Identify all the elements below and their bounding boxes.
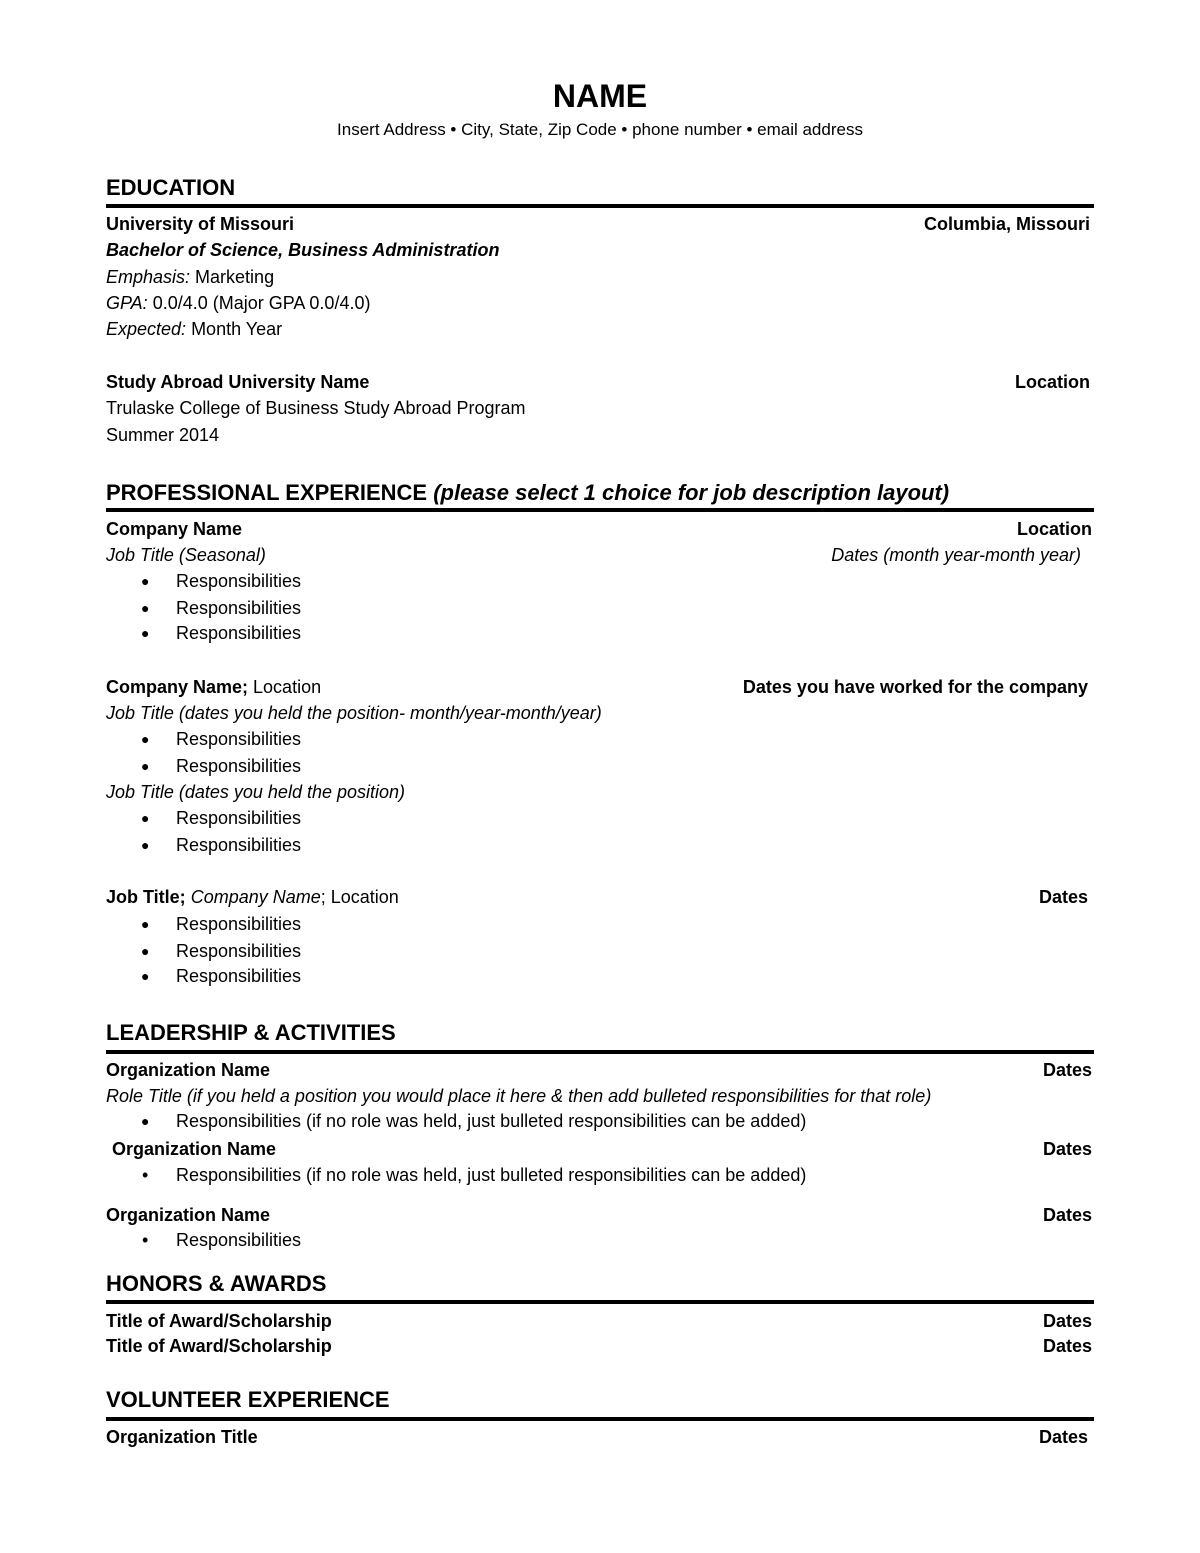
study-abroad-program: Trulaske College of Business Study Abroad Program (106, 398, 526, 418)
job2-responsibility: Responsibilities (176, 808, 302, 828)
bullet-icon: ● (141, 837, 150, 853)
school-name: University of Missouri (106, 214, 295, 234)
org1-role: Role Title (if you held a position you would place it here & then add bulleted responsibilities for that role) (106, 1086, 932, 1106)
bullet-icon: ● (141, 731, 150, 747)
bullet-icon: • (142, 1230, 149, 1250)
bullet-icon: ● (141, 573, 150, 589)
bullet-icon: • (142, 1165, 149, 1185)
emphasis-value: Marketing (190, 267, 275, 287)
job2-dates: Dates you have worked for the company (742, 677, 1088, 697)
job3-responsibility: Responsibilities (176, 941, 302, 961)
job1-responsibility: Responsibilities (176, 571, 302, 591)
org2-name: Organization Name (112, 1139, 277, 1159)
job3-responsibility: Responsibilities (176, 966, 302, 986)
study-abroad-name: Study Abroad University Name (106, 372, 370, 392)
volunteer-org: Organization Title (106, 1427, 258, 1447)
expected-value: Month Year (186, 319, 283, 339)
job3-company: Company Name (185, 887, 321, 907)
org1-responsibility: Responsibilities (if no role was held, just bulleted responsibilities can be added) (176, 1111, 807, 1131)
award-title: Title of Award/Scholarship (106, 1311, 332, 1331)
bullet-icon: ● (141, 625, 150, 641)
job1-location: Location (1017, 519, 1092, 539)
section-title-honors: HONORS & AWARDS (106, 1271, 327, 1296)
section-divider (106, 1300, 1094, 1304)
job2-company: Company Name; (106, 677, 249, 697)
org1-name: Organization Name (106, 1060, 271, 1080)
experience-title: PROFESSIONAL EXPERIENCE (106, 480, 434, 505)
section-title-volunteer: VOLUNTEER EXPERIENCE (106, 1387, 390, 1412)
job1-responsibility: Responsibilities (176, 598, 302, 618)
award-dates: Dates (1042, 1311, 1092, 1331)
emphasis-label: Emphasis: (106, 267, 191, 287)
bullet-icon: ● (141, 968, 150, 984)
emphasis-line (106, 268, 274, 286)
job1-responsibility: Responsibilities (176, 623, 302, 643)
study-abroad-location: Location (1015, 372, 1090, 392)
expected-label: Expected: (106, 319, 187, 339)
contact-line: Insert Address • City, State, Zip Code • phone number • email address (337, 120, 863, 139)
job3-title: Job Title; (106, 887, 186, 907)
org1-dates: Dates (1042, 1060, 1092, 1080)
job2-title-b: Job Title (dates you held the position) (106, 782, 406, 802)
degree: Bachelor of Science, Business Administration (106, 240, 500, 260)
job1-dates: Dates (month year-month year) (831, 545, 1081, 565)
school-location: Columbia, Missouri (923, 214, 1090, 234)
job2-title-a: Job Title (dates you held the position- month/year-month/year) (106, 703, 602, 723)
org3-name: Organization Name (106, 1205, 271, 1225)
award-dates: Dates (1042, 1336, 1092, 1356)
bullet-icon: ● (141, 758, 150, 774)
bullet-icon: ● (141, 600, 150, 616)
bullet-icon: ● (141, 810, 150, 826)
section-divider (106, 1050, 1094, 1054)
job3-dates: Dates (1038, 887, 1088, 907)
candidate-name: NAME (552, 78, 648, 114)
gpa-label: GPA: (106, 293, 148, 313)
job2-responsibility: Responsibilities (176, 729, 302, 749)
job2-responsibility: Responsibilities (176, 756, 302, 776)
award-title: Title of Award/Scholarship (106, 1336, 332, 1356)
section-divider (106, 1417, 1094, 1421)
resume-page (106, 0, 1094, 1553)
gpa-line (106, 294, 370, 312)
org3-responsibility: Responsibilities (176, 1230, 302, 1250)
volunteer-dates: Dates (1038, 1427, 1088, 1447)
gpa-value: 0.0/4.0 (Major GPA 0.0/4.0) (147, 293, 371, 313)
job3-location: ; Location (320, 887, 399, 907)
bullet-icon: ● (141, 1113, 150, 1129)
job2-heading (106, 678, 321, 696)
job3-heading (106, 888, 399, 906)
job2-location: Location (248, 677, 322, 697)
study-abroad-term: Summer 2014 (106, 425, 220, 445)
section-title-leadership: LEADERSHIP & ACTIVITIES (106, 1020, 396, 1045)
bullet-icon: ● (141, 943, 150, 959)
job1-company: Company Name (106, 519, 243, 539)
job2-responsibility: Responsibilities (176, 835, 302, 855)
job1-title: Job Title (Seasonal) (106, 545, 266, 565)
section-title-education: EDUCATION (106, 175, 236, 200)
expected-line (106, 320, 282, 338)
org3-dates: Dates (1042, 1205, 1092, 1225)
experience-title-note: (please select 1 choice for job description layout) (433, 480, 950, 505)
bullet-icon: ● (141, 916, 150, 932)
org2-dates: Dates (1042, 1139, 1092, 1159)
org2-responsibility: Responsibilities (if no role was held, just bulleted responsibilities can be added) (176, 1165, 807, 1185)
section-divider (106, 204, 1094, 208)
section-divider (106, 508, 1094, 512)
section-title-experience (106, 482, 949, 504)
job3-responsibility: Responsibilities (176, 914, 302, 934)
